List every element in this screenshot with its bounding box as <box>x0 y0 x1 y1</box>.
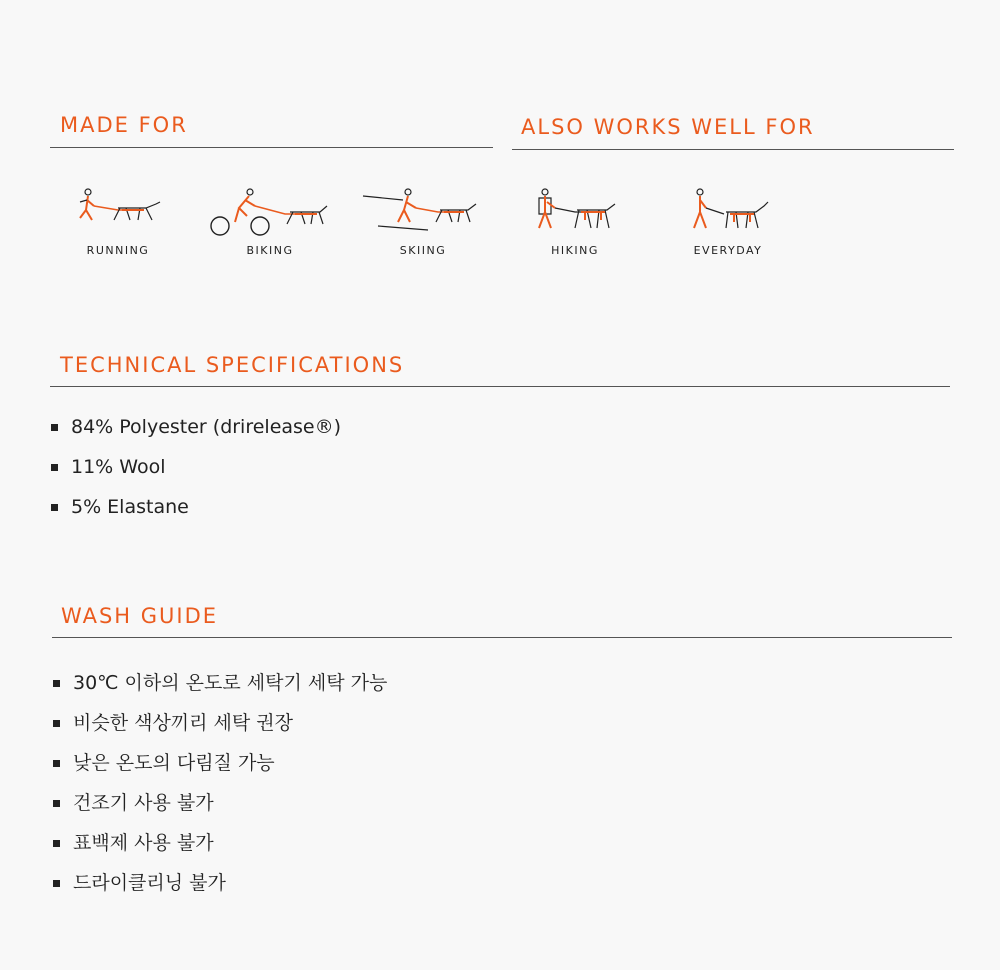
spec-text: 5% Elastane <box>71 496 189 518</box>
bullet-icon <box>53 720 60 727</box>
bullet-icon <box>51 424 58 431</box>
activity-biking <box>205 186 335 257</box>
bullet-icon <box>53 880 60 887</box>
activity-running <box>53 186 183 257</box>
bullet-icon <box>51 504 58 511</box>
wash-guide-list <box>53 669 387 909</box>
activity-everyday <box>663 186 793 257</box>
activity-skiing-label: SKIING <box>399 244 447 257</box>
running-dog-icon <box>68 186 168 242</box>
made-for-heading: MADE FOR <box>60 113 188 137</box>
biking-dog-icon <box>205 186 335 242</box>
wash-text: 낮은 온도의 다림질 가능 <box>73 752 275 774</box>
made-for-divider <box>50 147 493 148</box>
list-item <box>53 749 387 789</box>
list-item <box>51 493 341 533</box>
skiing-dog-icon <box>358 186 488 242</box>
activity-hiking-label: HIKING <box>551 244 599 257</box>
spec-text: 84% Polyester (drirelease®) <box>71 416 342 438</box>
wash-text: 드라이클리닝 불가 <box>73 872 226 894</box>
walking-dog-icon <box>678 186 778 242</box>
activity-everyday-label: EVERYDAY <box>693 244 763 257</box>
activity-biking-label: BIKING <box>246 244 294 257</box>
tech-specs-divider <box>50 386 950 387</box>
activity-running-label: RUNNING <box>86 244 150 257</box>
wash-guide-divider <box>52 637 952 638</box>
wash-text: 비슷한 색상끼리 세탁 권장 <box>73 712 294 734</box>
list-item <box>53 709 387 749</box>
bullet-icon <box>53 840 60 847</box>
bullet-icon <box>51 464 58 471</box>
list-item <box>53 789 387 829</box>
spec-text: 11% Wool <box>71 456 166 478</box>
hiking-dog-icon <box>525 186 625 242</box>
wash-text: 건조기 사용 불가 <box>73 792 214 814</box>
also-works-heading: ALSO WORKS WELL FOR <box>521 115 815 139</box>
list-item <box>53 669 387 709</box>
activity-hiking <box>510 186 640 257</box>
wash-text: 30℃ 이하의 온도로 세탁기 세탁 가능 <box>73 672 388 694</box>
bullet-icon <box>53 800 60 807</box>
list-item <box>51 453 341 493</box>
also-works-divider <box>512 149 954 150</box>
list-item <box>53 829 387 869</box>
bullet-icon <box>53 680 60 687</box>
tech-specs-list <box>51 413 341 533</box>
bullet-icon <box>53 760 60 767</box>
wash-text: 표백제 사용 불가 <box>73 832 214 854</box>
activity-skiing <box>358 186 488 257</box>
list-item <box>53 869 387 909</box>
list-item <box>51 413 341 453</box>
tech-specs-heading: TECHNICAL SPECIFICATIONS <box>60 353 405 377</box>
wash-guide-heading: WASH GUIDE <box>61 604 219 628</box>
